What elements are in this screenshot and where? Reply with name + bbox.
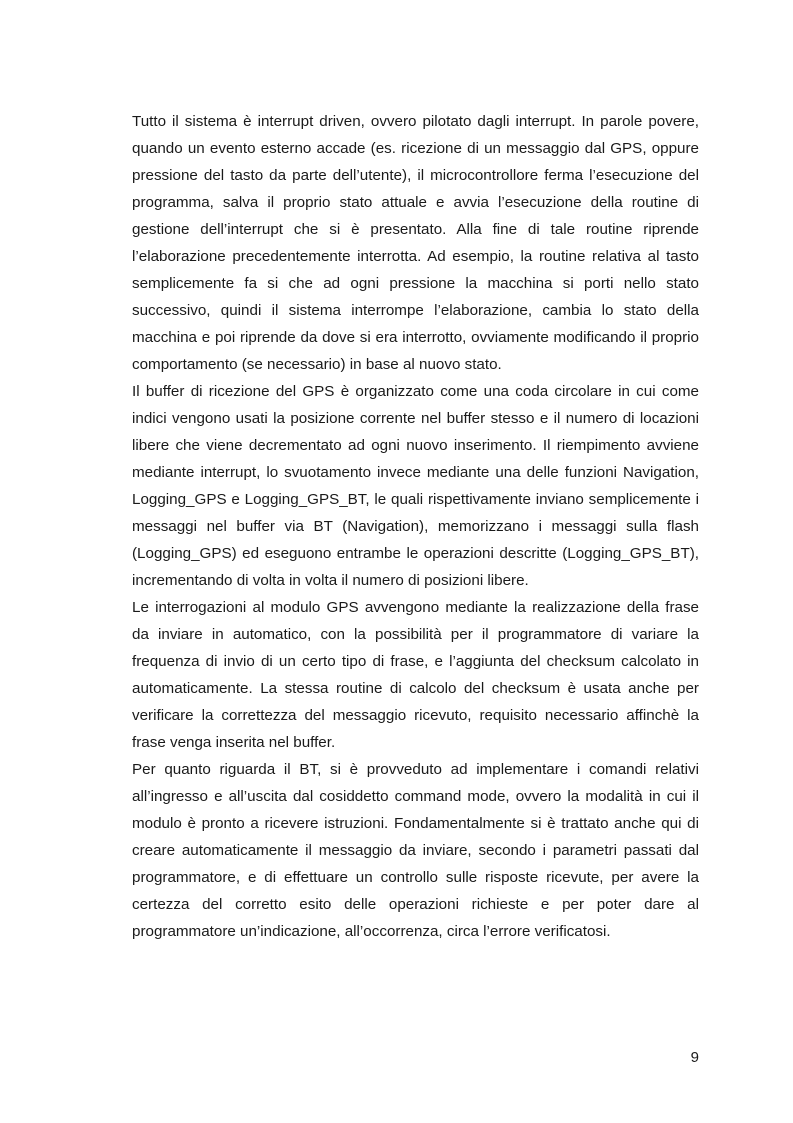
paragraph-interrupt-driven: Tutto il sistema è interrupt driven, ovvero pilotato dagli interrupt. In parole povere, quando un evento esterno accade (es. ricezione di un messaggio dal GPS, oppure pressione del tasto da parte dell’utente), il microcontrollore ferma l’esecuzione del programma, salva il proprio stato attuale e avvia l’esecuzione della routine di gestione dell’interrupt che si è presentato. Alla fine di tale routine riprende l’elaborazione precedentemente interrotta. Ad esempio, la routine relativa al tasto semplicemente fa si che ad ogni pressione la macchina si porti nello stato successivo, quindi il sistema interrompe l’elaborazione, cambia lo stato della macchina e poi riprende da dove si era interrotto, ovviamente modificando il proprio comportamento (se necessario) in base al nuovo stato. [132, 113, 699, 373]
paragraph-gps-queries: Le interrogazioni al modulo GPS avvengono mediante la realizzazione della frase da inviare in automatico, con la possibilità per il programmatore di variare la frequenza di invio di un certo tipo di frase, e l’aggiunta del checksum calcolato in automaticamente. La stessa routine di calcolo del checksum è usata anche per verificare la correttezza del messaggio ricevuto, requisito necessario affinchè la frase venga inserita nel buffer. [132, 599, 699, 751]
paragraph-bt-command-mode: Per quanto riguarda il BT, si è provveduto ad implementare i comandi relativi all’ingresso e all’uscita dal cosiddetto command mode, ovvero la modalità in cui il modulo è pronto a ricevere istruzioni. Fondamentalmente si è trattato anche qui di creare automaticamente il messaggio da inviare, secondo i parametri passati dal programmatore, e di effettuare un controllo sulle risposte ricevute, per avere la certezza del corretto esito delle operazioni richieste e per poter dare al programmatore un’indicazione, all’occorrenza, circa l’errore verificatosi. [132, 761, 699, 940]
page-number: 9 [690, 1049, 699, 1066]
page-body [132, 108, 699, 945]
paragraph-gps-buffer: Il buffer di ricezione del GPS è organizzato come una coda circolare in cui come indici vengono usati la posizione corrente nel buffer stesso e il numero di locazioni libere che viene decrementato ad ogni nuovo inserimento. Il riempimento avviene mediante interrupt, lo svuotamento invece mediante una delle funzioni Navigation, Logging_GPS e Logging_GPS_BT, le quali rispettivamente inviano semplicemente i messaggi nel buffer via BT (Navigation), memorizzano i messaggi sulla flash (Logging_GPS) ed eseguono entrambe le operazioni descritte (Logging_GPS_BT), incrementando di volta in volta il numero di posizioni libere. [132, 383, 699, 589]
